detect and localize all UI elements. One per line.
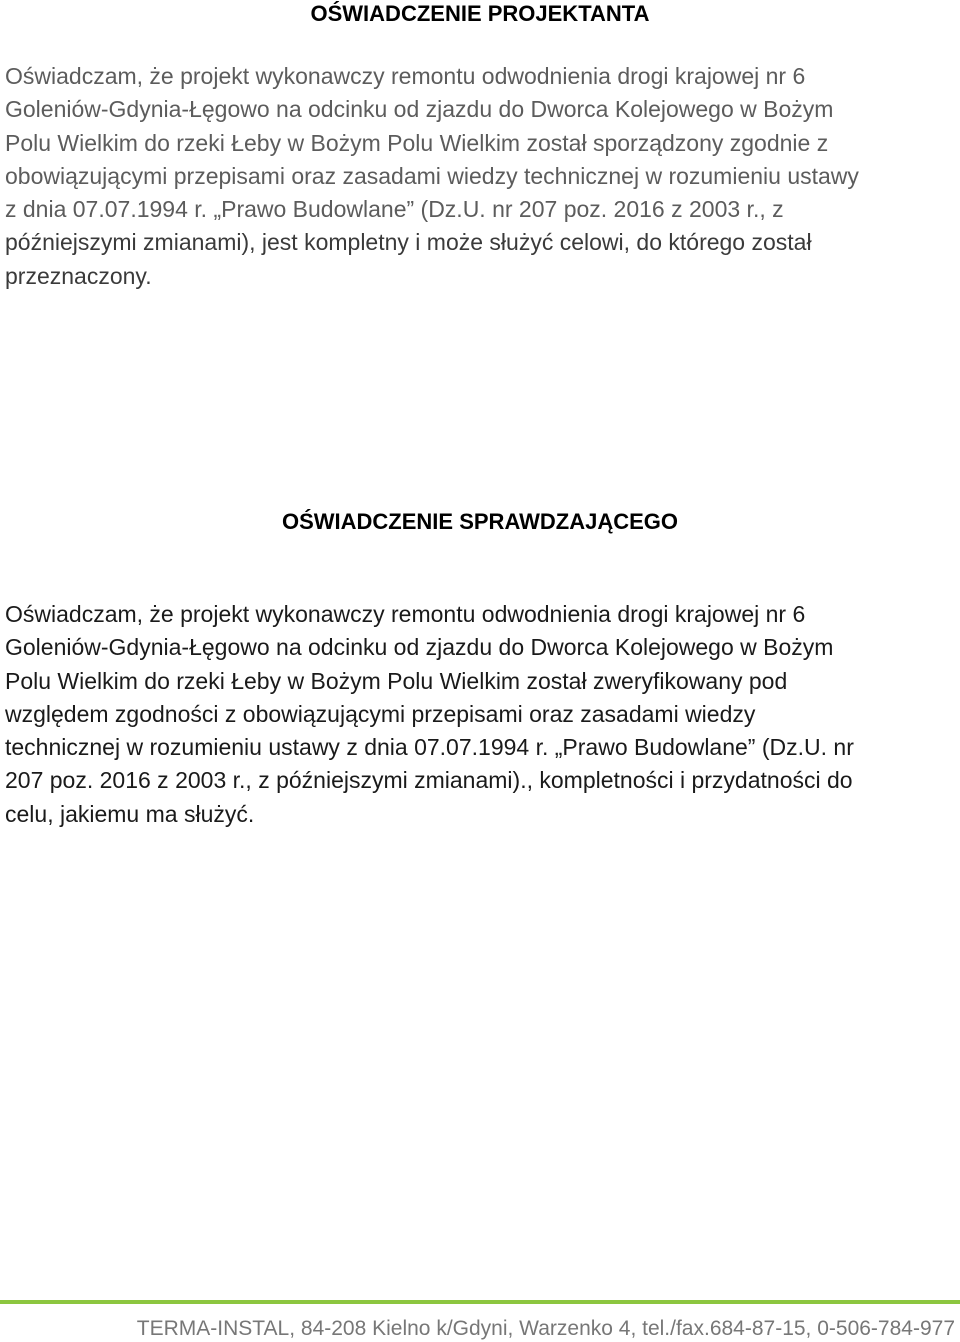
reviewer-statement-body [5,598,955,831]
designer-statement-line: z dnia 07.07.1994 r. „Prawo Budowlane” (Dz.U. nr 207 poz. 2016 z 2003 r., z [5,196,784,223]
reviewer-statement-line: względem zgodności z obowiązującymi przepisami oraz zasadami wiedzy [5,700,756,727]
designer-statement-line: przeznaczony. [5,262,152,289]
designer-statement-line: obowiązującymi przepisami oraz zasadami wiedzy technicznej w rozumieniu ustawy [5,162,859,189]
designer-statement-line: późniejszymi zmianami), jest kompletny i może służyć celowi, do którego został [5,229,812,256]
designer-statement-body [5,60,955,293]
designer-statement-line: Polu Wielkim do rzeki Łeby w Bożym Polu Wielkim został sporządzony zgodnie z [5,129,829,156]
reviewer-statement-line: technicznej w rozumieniu ustawy z dnia 07.07.1994 r. „Prawo Budowlane” (Dz.U. nr [5,734,854,761]
reviewer-statement-line: Oświadczam, że projekt wykonawczy remontu odwodnienia drogi krajowej nr 6 [5,601,806,627]
reviewer-statement-title: OŚWIADCZENIE SPRAWDZAJĄCEGO [281,509,679,534]
designer-statement-title: OŚWIADCZENIE PROJEKTANTA [310,1,650,26]
reviewer-statement-line: 207 poz. 2016 z 2003 r., z późniejszymi zmianami)., kompletności i przydatności do [5,767,853,794]
reviewer-statement-line: celu, jakiemu ma służyć. [5,800,255,827]
designer-statement-line: Goleniów-Gdynia-Łęgowo na odcinku od zjazdu do Dworca Kolejowego w Bożym [5,96,834,123]
footer-company-info: TERMA-INSTAL, 84-208 Kielno k/Gdyni, Warzenko 4, tel./fax.684-87-15, 0-506-784-977 [136,1317,955,1340]
reviewer-statement-line: Polu Wielkim do rzeki Łeby w Bożym Polu Wielkim został zweryfikowany pod [5,667,788,694]
reviewer-statement-line: Goleniów-Gdynia-Łęgowo na odcinku od zjazdu do Dworca Kolejowego w Bożym [5,634,834,661]
designer-statement-line: Oświadczam, że projekt wykonawczy remontu odwodnienia drogi krajowej nr 6 [5,63,806,89]
footer-divider [0,1300,960,1304]
